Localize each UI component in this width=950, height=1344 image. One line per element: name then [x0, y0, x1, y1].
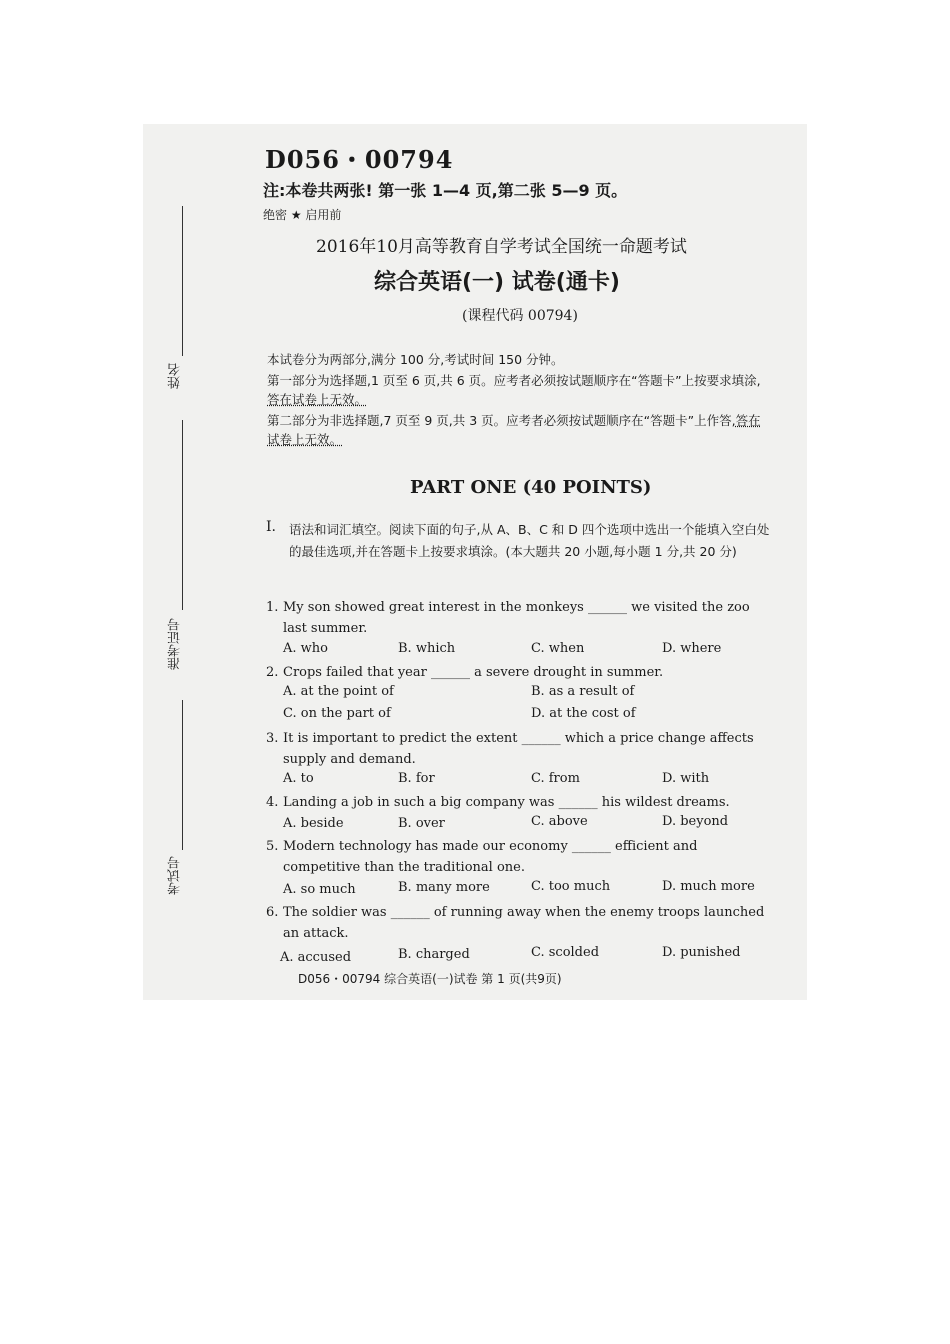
margin-line [182, 420, 183, 610]
question-text: Crops failed that year ______ a severe drought in summer. [283, 665, 664, 680]
exam-title: 2016年10月高等教育自学考试全国统一命题考试 [316, 237, 687, 257]
question-number: 2. [266, 665, 279, 680]
option: B. for [398, 771, 435, 786]
name-label: 姓名 [168, 363, 183, 389]
margin-line [182, 206, 183, 356]
paper-note: 注:本卷共两张! 第一张 1—4 页,第二张 5—9 页。 [263, 181, 628, 200]
option: C. from [531, 771, 580, 786]
question-text: Landing a job in such a big company was ______ his wildest dreams. [283, 795, 730, 810]
option: A. at the point of [283, 684, 394, 699]
option: C. too much [531, 879, 611, 894]
course-code: (课程代码 00794) [462, 308, 578, 324]
question-text: The soldier was ______ of running away when the enemy troops launched an attack. [283, 905, 765, 941]
question-number: 4. [266, 795, 279, 810]
option: C. above [531, 814, 588, 829]
section-instructions: 语法和词汇填空。阅读下面的句子,从 A、B、C 和 D 四个选项中选出一个能填入空白处的最佳选项,并在答题卡上按要求填涂。(本大题共 20 小题,每小题 1 分,共 20 分) [289, 522, 770, 559]
paper-code: D056・00794 [265, 145, 454, 174]
paper-title: 综合英语(一) 试卷(通卡) [374, 270, 620, 295]
instruction-line: 第二部分为非选择题,7 页至 9 页,共 3 页。应考者必须按试题顺序在“答题卡”上作答,答在试卷上无效。 [267, 413, 761, 447]
instructions [267, 350, 772, 449]
option: B. which [398, 641, 456, 656]
part-heading: PART ONE (40 POINTS) [410, 477, 652, 498]
option: B. over [398, 816, 445, 831]
exam-room-label: 考试号 [168, 856, 183, 895]
option: A. beside [283, 816, 344, 831]
section-number: I. [266, 519, 276, 535]
option: D. where [662, 641, 722, 656]
page-footer: D056・00794 综合英语(一)试卷 第 1 页(共9页) [298, 972, 562, 986]
option: C. when [531, 641, 585, 656]
option: B. charged [398, 947, 470, 962]
option: A. so much [283, 882, 356, 897]
admission-number-label: 准考证号 [168, 618, 183, 670]
question-number: 5. [266, 839, 279, 854]
option: D. beyond [662, 814, 729, 829]
option: D. punished [662, 945, 741, 960]
margin-line [182, 700, 183, 850]
instruction-line: 第一部分为选择题,1 页至 6 页,共 6 页。应考者必须按试题顺序在“答题卡”上按要求填涂,答在试卷上无效。 [267, 373, 761, 407]
option: C. scolded [531, 945, 600, 960]
question-text: My son showed great interest in the monkeys ______ we visited the zoo last summer. [283, 600, 750, 636]
option: B. many more [398, 880, 490, 895]
instruction-line: 本试卷分为两部分,满分 100 分,考试时间 150 分钟。 [267, 352, 564, 367]
option: A. accused [280, 950, 352, 965]
question-text: It is important to predict the extent ______ which a price change affects supply and demand. [283, 731, 754, 767]
confidential-mark: 绝密 ★ 启用前 [263, 208, 342, 222]
option: D. with [662, 771, 710, 786]
question-number: 1. [266, 600, 279, 615]
option: B. as a result of [531, 684, 635, 699]
option: D. at the cost of [531, 706, 636, 721]
option: A. who [283, 641, 328, 656]
question-number: 3. [266, 731, 279, 746]
option: A. to [283, 771, 314, 786]
question-text: Modern technology has made our economy ______ efficient and competitive than the traditional one. [283, 839, 698, 875]
question-number: 6. [266, 905, 279, 920]
option: C. on the part of [283, 706, 391, 721]
option: D. much more [662, 879, 755, 894]
